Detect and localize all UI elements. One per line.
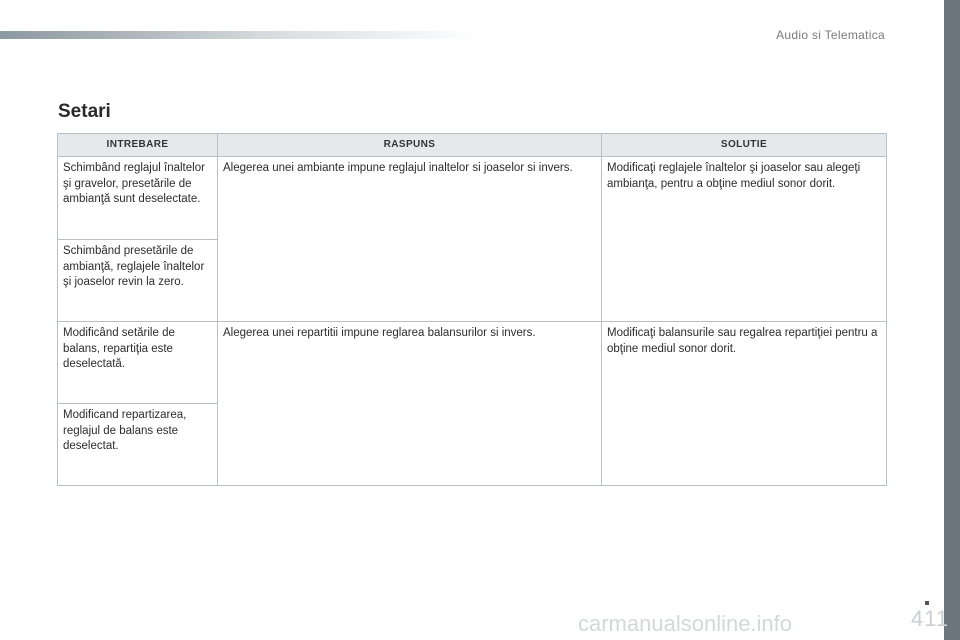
table-row (58, 157, 887, 240)
watermark: carmanualsonline.info (578, 611, 793, 636)
answer-cell: Alegerea unei repartitii impune reglarea balansurilor si invers. (218, 322, 602, 486)
question-cell: Schimbând reglajul înaltelor şi gravelor, presetările de ambianţă sunt deselectate. (58, 157, 218, 240)
solution-cell: Modificaţi reglajele înaltelor şi joaselor sau alegeţi ambianţa, pentru a obţine mediul sonor dorit. (602, 157, 887, 322)
page-marker-dot (925, 601, 929, 605)
answer-cell: Alegerea unei ambiante impune reglajul inaltelor si joaselor si invers. (218, 157, 602, 322)
header-answer: RASPUNS (218, 134, 602, 157)
header-solution: SOLUTIE (602, 134, 887, 157)
faq-table (57, 133, 887, 486)
page-number: 411 (911, 606, 950, 631)
table-row (58, 322, 887, 404)
header-question: INTREBARE (58, 134, 218, 157)
table-header-row (58, 134, 887, 157)
page-edge-strip (944, 0, 960, 640)
header-decorative-bar (0, 31, 480, 39)
question-cell: Modificând setările de balans, repartiţia este deselectată. (58, 322, 218, 404)
question-cell: Modificand repartizarea, reglajul de balans este deselectat. (58, 404, 218, 486)
solution-cell: Modificaţi balansurile sau regalrea repartiţiei pentru a obţine mediul sonor dorit. (602, 322, 887, 486)
question-cell: Schimbând presetările de ambianţă, reglajele înaltelor şi joaselor revin la zero. (58, 240, 218, 322)
section-label: Audio si Telematica (776, 28, 885, 42)
page-title: Setari (58, 101, 111, 122)
